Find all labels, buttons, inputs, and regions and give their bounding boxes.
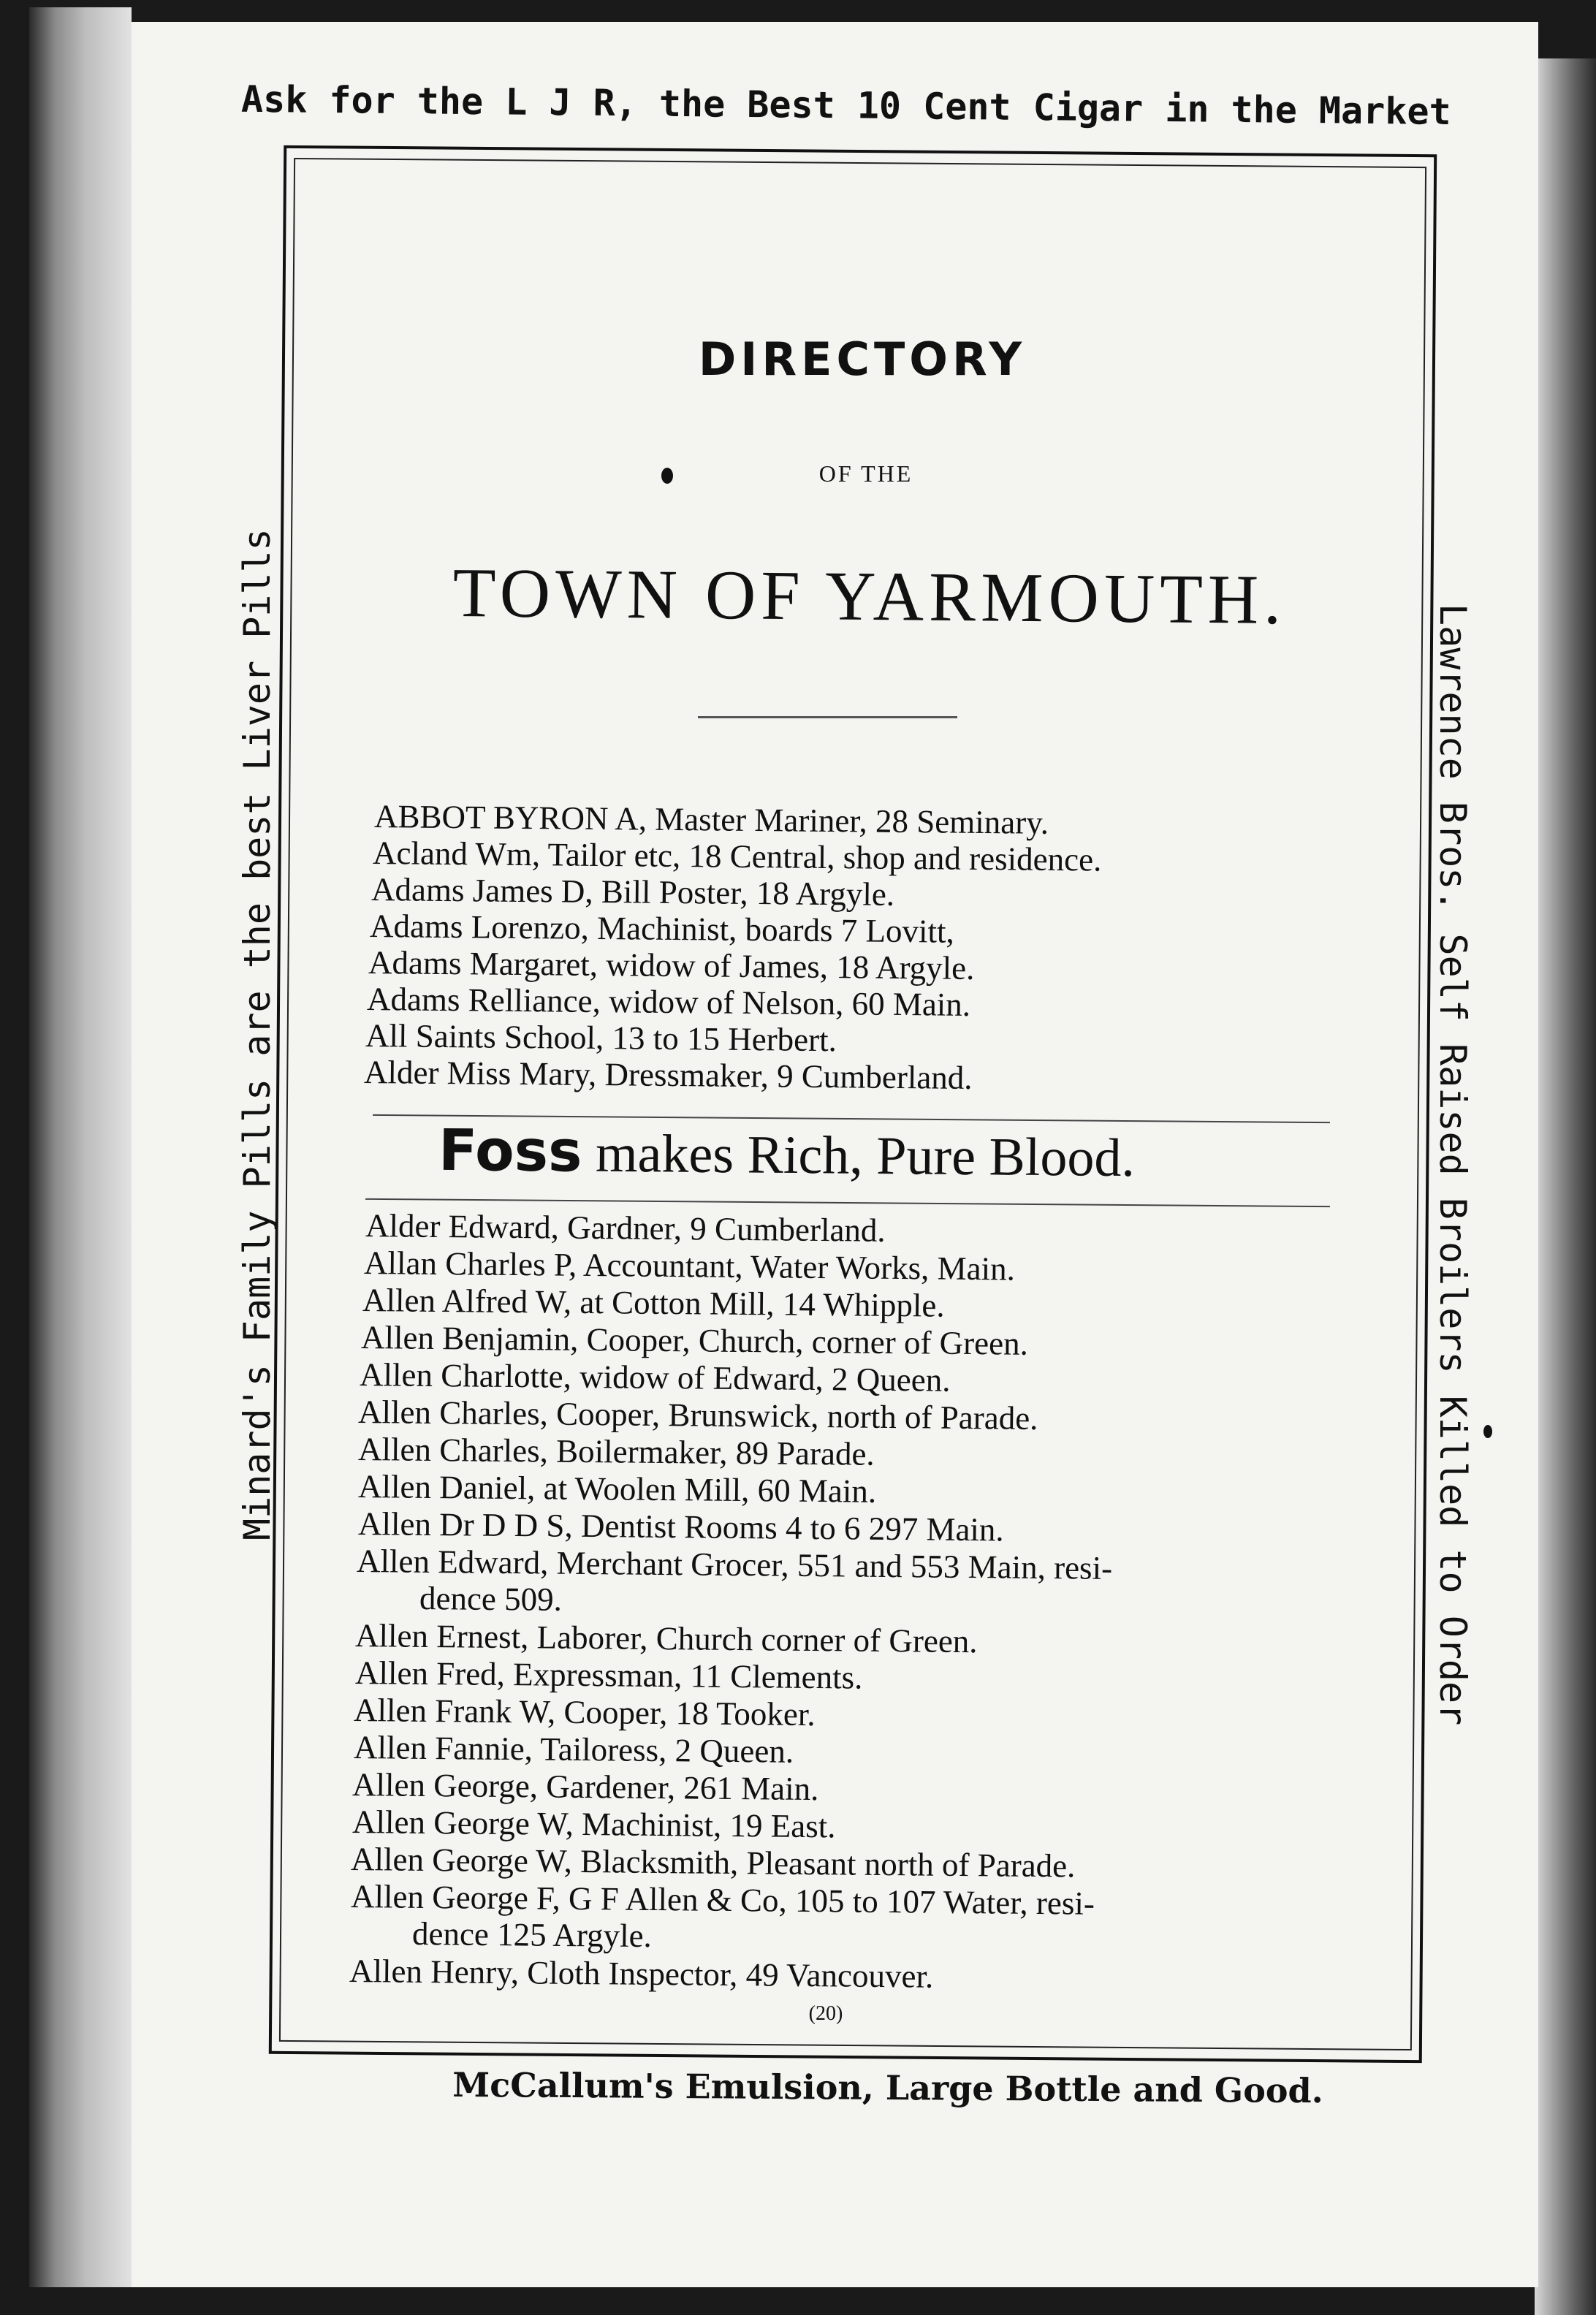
- page-number: (20): [808, 2002, 843, 2025]
- directory-entry: Allen George W, Machinist, 19 East.: [352, 1803, 836, 1845]
- directory-entry: Allen Charles, Cooper, Brunswick, north of Parade.: [357, 1394, 1038, 1437]
- ink-dot: [1483, 1425, 1492, 1438]
- directory-entry: Allan Charles P, Accountant, Water Works, Main.: [363, 1244, 1016, 1288]
- directory-title: DIRECTORY: [698, 332, 1027, 386]
- foss-advertisement: [438, 1118, 1316, 1191]
- right-advertisement: Lawrence Bros. Self Raised Broilers Killed to Order: [1432, 604, 1474, 1726]
- directory-entry: Allen Benjamin, Cooper, Church, corner of Green.: [360, 1319, 1029, 1362]
- of-the-subtitle: OF THE: [818, 460, 913, 487]
- directory-entry: Allen Henry, Cloth Inspector, 49 Vancouver.: [349, 1953, 934, 1995]
- directory-entry: Allen Charles, Boilermaker, 89 Parade.: [357, 1431, 875, 1472]
- directory-entry: Allen Fannie, Tailoress, 2 Queen.: [353, 1729, 794, 1770]
- title-divider: [698, 716, 957, 718]
- bottom-advertisement: McCallum's Emulsion, Large Bottle and Good.: [452, 2064, 1323, 2111]
- directory-entry: Allen Ernest, Laborer, Church corner of Green.: [354, 1617, 978, 1660]
- directory-entry: Allen Frank W, Cooper, 18 Tooker.: [353, 1692, 816, 1733]
- directory-entry: All Saints School, 13 to 15 Herbert.: [365, 1017, 837, 1059]
- directory-entry: Adams Lorenzo, Machinist, boards 7 Lovitt,: [369, 908, 955, 950]
- directory-entry: Allen George, Gardener, 261 Main.: [352, 1766, 819, 1808]
- directory-entry: Alder Miss Mary, Dressmaker, 9 Cumberland.: [363, 1054, 973, 1096]
- book-edge-right: [1535, 58, 1596, 2315]
- book-edge-left: [29, 7, 132, 2287]
- directory-entry: Allen George F, G F Allen & Co, 105 to 107 Water, resi-: [350, 1878, 1095, 1922]
- directory-entry: Allen Dr D D S, Dentist Rooms 4 to 6 297 Main.: [357, 1505, 1004, 1548]
- directory-entry: Adams Margaret, widow of James, 18 Argyle.: [368, 944, 975, 987]
- directory-entry: Allen Fred, Expressman, 11 Clements.: [354, 1654, 863, 1696]
- town-heading: TOWN OF YARMOUTH.: [452, 553, 1287, 639]
- directory-entry: Acland Wm, Tailor etc, 18 Central, shop and residence.: [372, 835, 1102, 878]
- directory-entry: Allen George W, Blacksmith, Pleasant north of Parade.: [350, 1841, 1076, 1885]
- directory-entry: Allen Alfred W, at Cotton Mill, 14 Whipple.: [362, 1282, 945, 1324]
- directory-entry: Allen Daniel, at Woolen Mill, 60 Main.: [357, 1468, 877, 1510]
- foss-brand: Foss: [438, 1117, 582, 1185]
- foss-slogan: makes Rich, Pure Blood.: [595, 1123, 1136, 1189]
- directory-entry: Alder Edward, Gardner, 9 Cumberland.: [365, 1207, 886, 1249]
- top-advertisement: Ask for the L J R, the Best 10 Cent Cigar in the Market: [240, 77, 1451, 134]
- left-advertisement: Minard's Family Pills are the best Liver Pills: [236, 528, 278, 1540]
- directory-entry: Adams James D, Bill Poster, 18 Argyle.: [370, 871, 895, 913]
- directory-entry: Allen Charlotte, widow of Edward, 2 Queen.: [359, 1356, 951, 1399]
- directory-entry: ABBOT BYRON A, Master Mariner, 28 Seminary.: [373, 798, 1049, 841]
- directory-entry-continuation: dence 125 Argyle.: [411, 1915, 653, 1955]
- ink-dot: [661, 468, 673, 484]
- directory-entry: Allen Edward, Merchant Grocer, 551 and 553 Main, resi-: [356, 1543, 1113, 1586]
- directory-entry-continuation: dence 509.: [419, 1580, 563, 1618]
- directory-entry: Adams Relliance, widow of Nelson, 60 Main.: [366, 981, 971, 1023]
